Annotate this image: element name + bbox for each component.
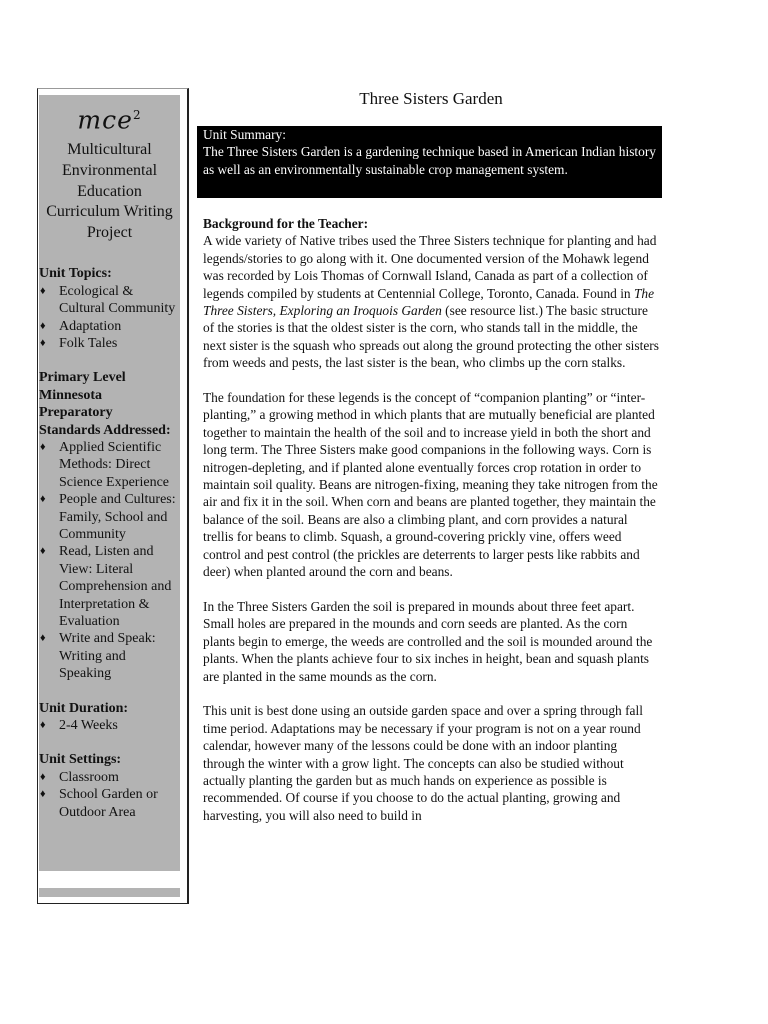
- diamond-bullet-icon: ♦: [40, 284, 46, 297]
- diamond-bullet-icon: ♦: [40, 319, 46, 332]
- duration-section: [39, 700, 180, 735]
- settings-section: [39, 751, 180, 821]
- diamond-bullet-icon: ♦: [40, 336, 46, 349]
- list-item: ♦ Write and Speak: Writing and Speaking: [40, 631, 156, 682]
- settings-heading: Unit Settings:: [39, 752, 122, 768]
- paragraph: A wide variety of Native tribes used the Three Sisters technique for planting and had legends/stories to go along with it. One documented version of the Mohawk legend was recorded by Lois Thomas of Cornwall Island, Canada as part of a collection of legends compiled by students at Centennial College, Toronto, Canada. Found in The Three Sisters, Exploring an Iroquois Garden (see resource list.) The basic structure of the stories is that the oldest sister is the corn, who stands tall in the middle, the next sister is the squash who spreads out along the ground protecting the other sisters from weeds and pests, the last sister is the bean, who climbs up the corn stalks.: [203, 233, 659, 371]
- org-name-line: Environmental: [61, 161, 158, 179]
- standards-heading-line: Primary Level: [39, 370, 126, 386]
- org-name: [39, 140, 180, 243]
- summary-label: Unit Summary:: [203, 127, 286, 142]
- diamond-bullet-icon: ♦: [40, 632, 46, 645]
- list-item: ♦ Adaptation: [40, 318, 122, 334]
- list-item: ♦ Ecological & Cultural Community: [40, 283, 176, 317]
- mce2-logo: mce$^2$: [77, 105, 142, 135]
- list-item: ♦ People and Cultures: Family, School and Community: [40, 492, 176, 542]
- list-item: ♦ Read, Listen and View: Literal Comprehension and Interpretation & Evaluation: [40, 544, 172, 630]
- org-name-line: Project: [86, 223, 133, 241]
- list-item: ♦ Folk Tales: [40, 335, 118, 351]
- paragraph: The foundation for these legends is the concept of “companion planting” or “inter-planting,” a growing method in which plants that are mutually beneficial are planted together to maintain the health of the soil and to increase yield in both the short and long term. The Three Sisters make good companions in the following ways. Corn is nitrogen-depleting, and if planted alone eventually forces crop rotation in order to maintain soil quality. Beans are nitrogen-fixing, meaning they take nitrogen from the air and fix it in the soil. When corn and beans are planted together, they maintain the balance of the soil. Beans are also a climbing plant, and corn provides a natural trellis for beans to climb. Squash, a ground-covering prickly vine, offers weed control and pest control (the prickles are deterrents to larger pests like rabbits and deer) when planted around the corn and beans.: [203, 390, 658, 580]
- standards-heading-line: Standards Addressed:: [39, 422, 171, 438]
- diamond-bullet-icon: ♦: [40, 719, 46, 732]
- book-title: The Three Sisters, Exploring an Iroquois Garden: [203, 285, 655, 319]
- paragraph: This unit is best done using an outside garden space and over a spring through fall time period. Adaptations may be necessary if your program is not on a year round calendar, however many of the lessons could be done with an indoor planting through the winter with a grow light. The concepts can also be studied without actually planting the garden but as much hands on experience as possible is recommended. Of course if you choose to do the actual planting, growing and harvesting, you will also need to build in: [203, 703, 643, 823]
- diamond-bullet-icon: ♦: [40, 770, 46, 783]
- duration-heading: Unit Duration:: [39, 700, 129, 716]
- diamond-bullet-icon: ♦: [40, 545, 46, 558]
- org-name-line: Education: [77, 182, 142, 200]
- paragraph: In the Three Sisters Garden the soil is prepared in mounds about three feet apart. Small holes are prepared in the mounds and corn seeds are planted. As the corn plants begin to emerge, the weeds are controlled and the soil is mounded around the plants. When the plants achieve four to six inches in height, bean and squash plants are planted in the same mounds as the corn.: [203, 598, 653, 684]
- list-item: ♦ School Garden or Outdoor Area: [40, 787, 158, 820]
- diamond-bullet-icon: ♦: [40, 493, 46, 506]
- standards-heading-line: Minnesota: [39, 387, 102, 403]
- main-body: [203, 215, 659, 842]
- diamond-bullet-icon: ♦: [40, 440, 46, 453]
- org-name-line: Curriculum Writing: [46, 203, 173, 221]
- background-heading: Background for the Teacher:: [203, 216, 369, 231]
- standards-heading-line: Preparatory: [39, 405, 113, 421]
- list-item: ♦ Applied Scientific Methods: Direct Science Experience: [40, 439, 169, 490]
- sidebar-bottom-strip: [39, 888, 180, 897]
- summary-text: The Three Sisters Garden is a gardening technique based in American Indian history as well as an environmentally sustainable crop management system.: [203, 144, 656, 177]
- standards-section: [39, 369, 180, 682]
- page-title: Three Sisters Garden: [359, 89, 503, 108]
- unit-topics-section: [39, 265, 180, 352]
- sidebar: [39, 95, 180, 871]
- unit-summary-box: [197, 126, 662, 198]
- diamond-bullet-icon: ♦: [40, 788, 46, 801]
- org-name-line: Multicultural: [67, 141, 152, 159]
- list-item: ♦ 2-4 Weeks: [40, 718, 118, 734]
- unit-topics-heading: Unit Topics:: [39, 266, 112, 282]
- list-item: ♦ Classroom: [40, 769, 119, 785]
